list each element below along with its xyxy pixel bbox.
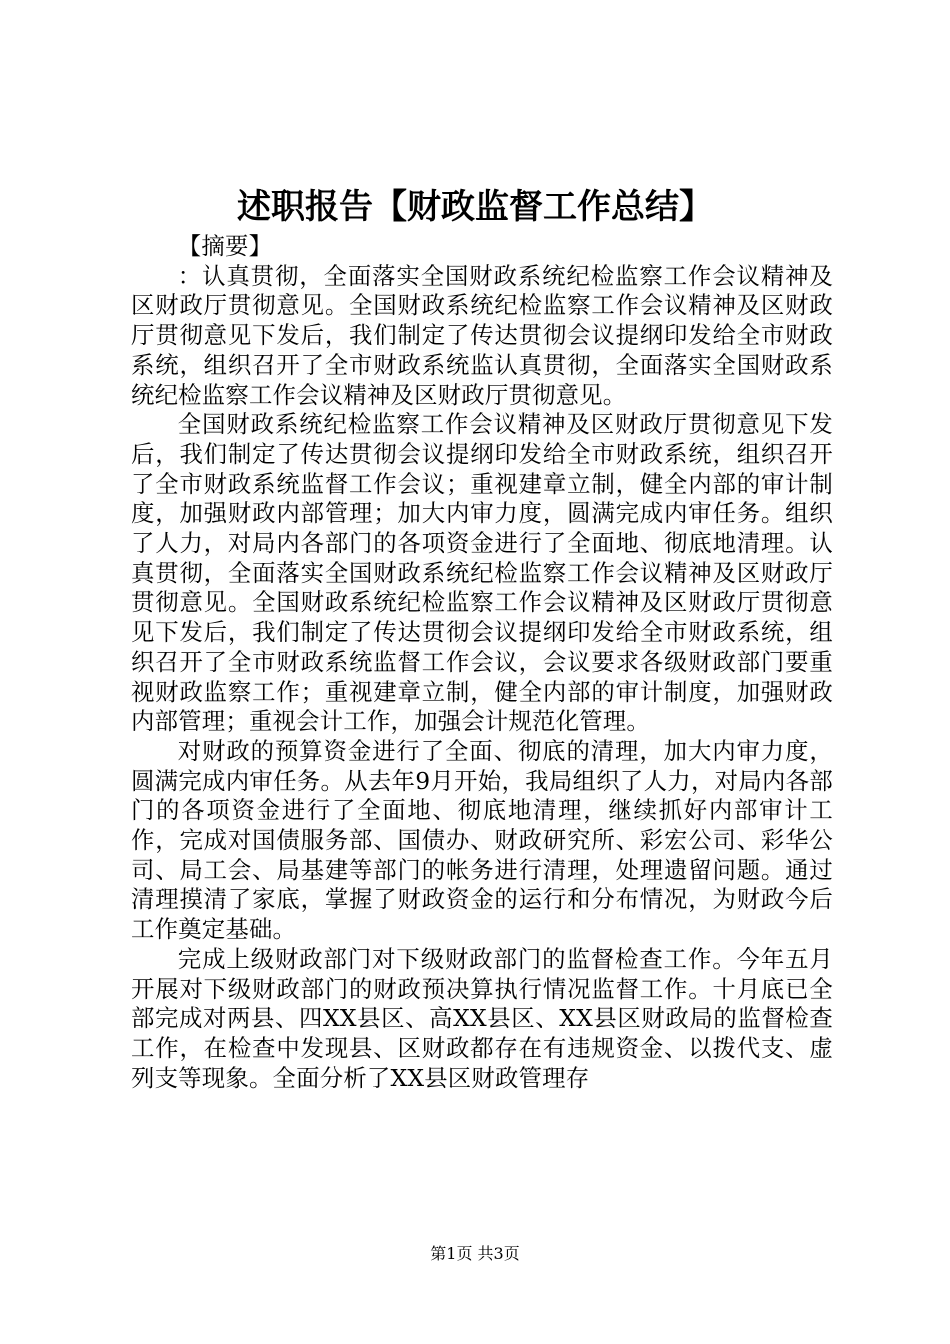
paragraph: 完成上级财政部门对下级财政部门的监督检查工作。今年五月开展对下级财政部门的财政预决算执行情况监督工作。十月底已全部完成对两县、四XX县区、高XX县区、XX县区财政局的监督检查工作，在检查中发现县、区财政都存在有违规资金、以拨代支、虚列支等现象。全面分析了XX县区财政管理存 [131, 944, 833, 1092]
abstract-label: 【摘要】 [177, 232, 273, 260]
paragraph: 对财政的预算资金进行了全面、彻底的清理，加大内审力度，圆满完成内审任务。从去年9月开始，我局组织了人力，对局内各部门的各项资金进行了全面地、彻底地清理，继续抓好内部审计工作，完成对国债服务部、国债办、财政研究所、彩宏公司、彩华公司、局工会、局基建等部门的帐务进行清理，处理遗留问题。通过清理摸清了家底，掌握了财政资金的运行和分布情况，为财政今后工作奠定基础。 [131, 736, 833, 944]
paragraph: 全国财政系统纪检监察工作会议精神及区财政厅贯彻意见下发后，我们制定了传达贯彻会议提纲印发给全市财政系统，组织召开了全市财政系统监督工作会议；重视建章立制，健全内部的审计制度，加强财政内部管理；加大内审力度，圆满完成内审任务。组织了人力，对局内各部门的各项资金进行了全面地、彻底地清理。认真贯彻，全面落实全国财政系统纪检监察工作会议精神及区财政厅贯彻意见。全国财政系统纪检监察工作会议精神及区财政厅贯彻意见下发后，我们制定了传达贯彻会议提纲印发给全市财政系统，组织召开了全市财政系统监督工作会议，会议要求各级财政部门要重视财政监察工作；重视建章立制，健全内部的审计制度，加强财政内部管理；重视会计工作，加强会计规范化管理。 [131, 410, 833, 736]
paragraph: ：认真贯彻，全面落实全国财政系统纪检监察工作会议精神及区财政厅贯彻意见。全国财政系统纪检监察工作会议精神及区财政厅贯彻意见下发后，我们制定了传达贯彻会议提纲印发给全市财政系统，组织召开了全市财政系统监认真贯彻，全面落实全国财政系统纪检监察工作会议精神及区财政厅贯彻意见。 [131, 261, 833, 409]
document-body [131, 232, 833, 1093]
page-footer: 第1页 共3页 [430, 1244, 520, 1263]
document-title: 述职报告【财政监督工作总结】 [237, 187, 713, 227]
